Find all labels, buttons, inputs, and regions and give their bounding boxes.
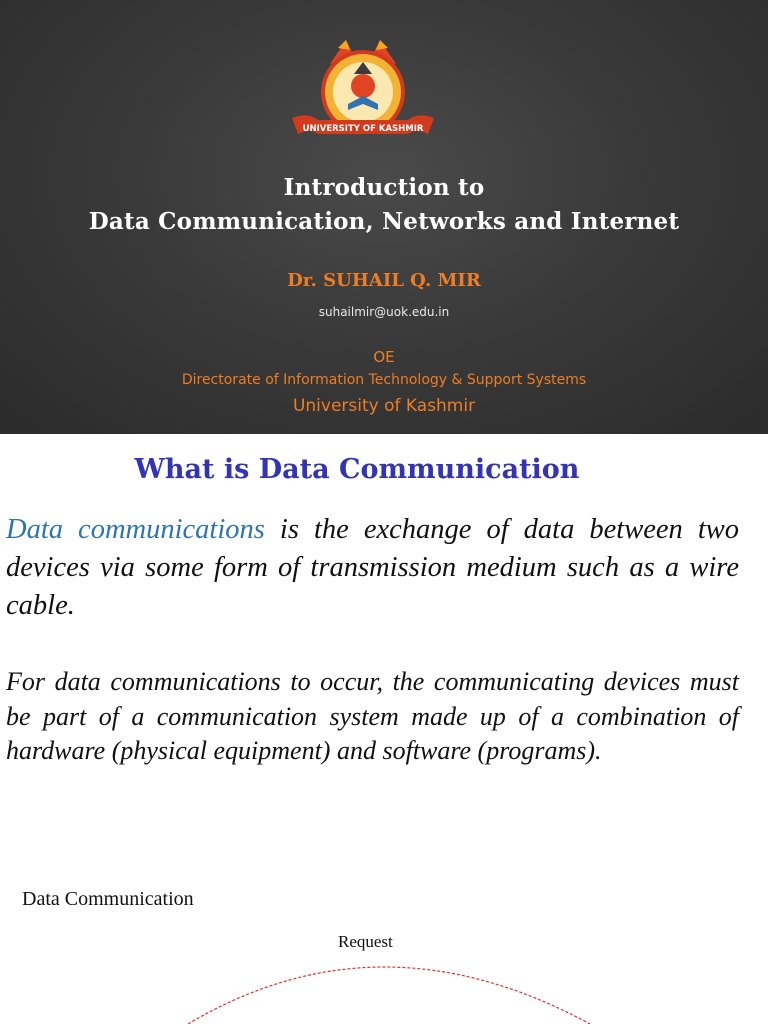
request-label: Request <box>338 932 393 951</box>
svg-text:UNIVERSITY OF KASHMIR: UNIVERSITY OF KASHMIR <box>302 124 424 134</box>
author-email: suhailmir@uok.edu.in <box>318 305 450 319</box>
request-arc <box>0 950 768 1024</box>
university-seal-logo <box>288 34 438 150</box>
org-line-3: University of Kashmir <box>292 396 476 416</box>
title-line-1: Introduction to <box>283 174 485 201</box>
org-line-2: Directorate of Information Technology & Support Systems <box>181 372 587 388</box>
paragraph-definition <box>6 511 739 625</box>
author-name: Dr. SUHAIL Q. MIR <box>287 270 481 291</box>
diagram-label: Data Communication <box>22 888 194 910</box>
title-line-2: Data Communication, Networks and Internet <box>88 208 680 235</box>
org-line-1: OE <box>373 348 395 366</box>
slide-heading: What is Data Communication <box>134 454 580 485</box>
highlighted-term: Data communications <box>6 514 265 545</box>
definition-text: is the exchange of data between two devices via some form of transmission medium such as a wire cable. <box>6 514 739 621</box>
paragraph-requirements: For data communications to occur, the communicating devices must be part of a communication system made up of a combination of hardware (physical equipment) and software (programs). <box>6 667 739 765</box>
title-slide <box>0 0 768 434</box>
